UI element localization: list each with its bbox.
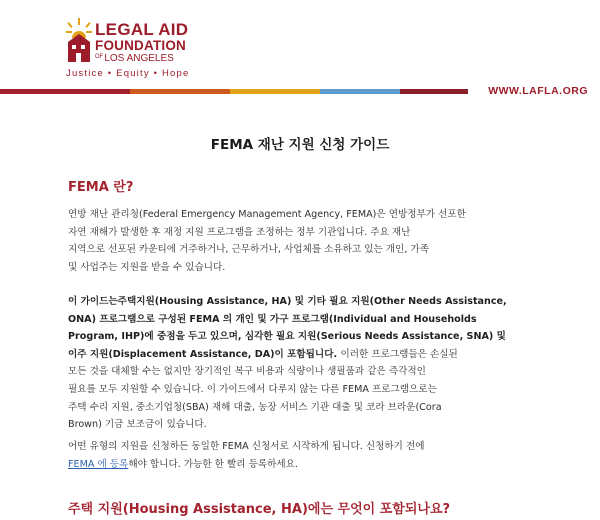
logo-foundation: FOUNDATION (95, 38, 186, 53)
stripe-segment-darkred (400, 89, 468, 94)
text-line: 및 사업주는 지원을 받을 수 있습니다. (68, 261, 226, 273)
logo-of: OF (95, 54, 104, 60)
text-line: Program, IHP)에 중점을 두고 있으며, 심각한 필요 지원(Serious Needs Assistance, SNA) 및 (68, 331, 506, 343)
logo-legal-aid: LEGAL AID (95, 20, 189, 39)
stripe-segment-blue (320, 89, 400, 94)
text-line: 필요를 모두 지원할 수 있습니다. 이 가이드에서 다루지 않는 다른 FEMA 프로그램으로는 (68, 383, 437, 395)
stripe-segment-red (0, 89, 130, 94)
lafla-logo (66, 14, 236, 86)
text-line: 연방 재난 관리청(Federal Emergency Management Agency, FEMA)은 연방정부가 선포한 (68, 209, 466, 220)
text-line: 주택 수리 지원, 중소기업청(SBA) 재해 대출, 농장 서비스 기관 대출 및 코라 브라운(Cora (68, 401, 442, 413)
text-bold-part: 이주 지원(Displacement Assistance, DA)이 포함됩니다. (68, 348, 338, 360)
text-line (68, 346, 534, 364)
text-line: 모든 것을 대체할 수는 없지만 장기적인 복구 비용과 식량이나 생필품과 같은 즉각적인 (68, 366, 426, 378)
text-line: 이 가이드는주택지원(Housing Assistance, HA) 및 기타 필요 지원(Other Needs Assistance, (68, 296, 507, 307)
fema-register-link[interactable]: FEMA 에 등록 (68, 458, 129, 470)
logo-los-angeles (95, 53, 174, 64)
paragraph-fema-intro (68, 206, 534, 276)
logo-tagline: Justice • Equity • Hope (66, 68, 190, 79)
section-heading-what-is-fema: FEMA 란? (68, 180, 134, 195)
section-heading-housing-assistance: 주택 지원(Housing Assistance, HA)에는 무엇이 포함되나요? (68, 502, 451, 517)
text-line: ONA) 프로그램으로 구성된 FEMA 의 개인 및 가구 프로그램(Individual and Households (68, 313, 477, 325)
text-line: 자연 재해가 발생한 후 재정 지원 프로그램을 조정하는 정부 기관입니다. 주요 재난 (68, 226, 411, 238)
paragraph-how-to-apply (68, 438, 534, 473)
text-normal-part: 해야 합니다. 가능한 한 빨리 등록하세요. (128, 458, 298, 470)
website-link[interactable]: WWW.LAFLA.ORG (488, 85, 588, 97)
header-color-stripe (0, 89, 468, 94)
stripe-segment-yellow (230, 89, 320, 94)
text-line: 어떤 유형의 지원을 신청하든 동일한 FEMA 신청서로 시작하게 됩니다. 신청하기 전에 (68, 441, 425, 452)
logo-la-text: LOS ANGELES (104, 53, 174, 64)
text-line (68, 456, 534, 474)
text-line: Brown) 기금 보조금이 있습니다. (68, 419, 207, 431)
text-line: 지역으로 선포된 카운티에 거주하거나, 근무하거나, 사업체를 소유하고 있는 개인, 가족 (68, 244, 429, 256)
stripe-segment-orange (130, 89, 230, 94)
document-title: FEMA 재난 지원 신청 가이드 (210, 137, 390, 153)
paragraph-guide-scope (68, 293, 534, 434)
text-normal-part: 이러한 프로그램들은 손실된 (340, 348, 458, 360)
house-sun-logo-icon (66, 18, 92, 62)
